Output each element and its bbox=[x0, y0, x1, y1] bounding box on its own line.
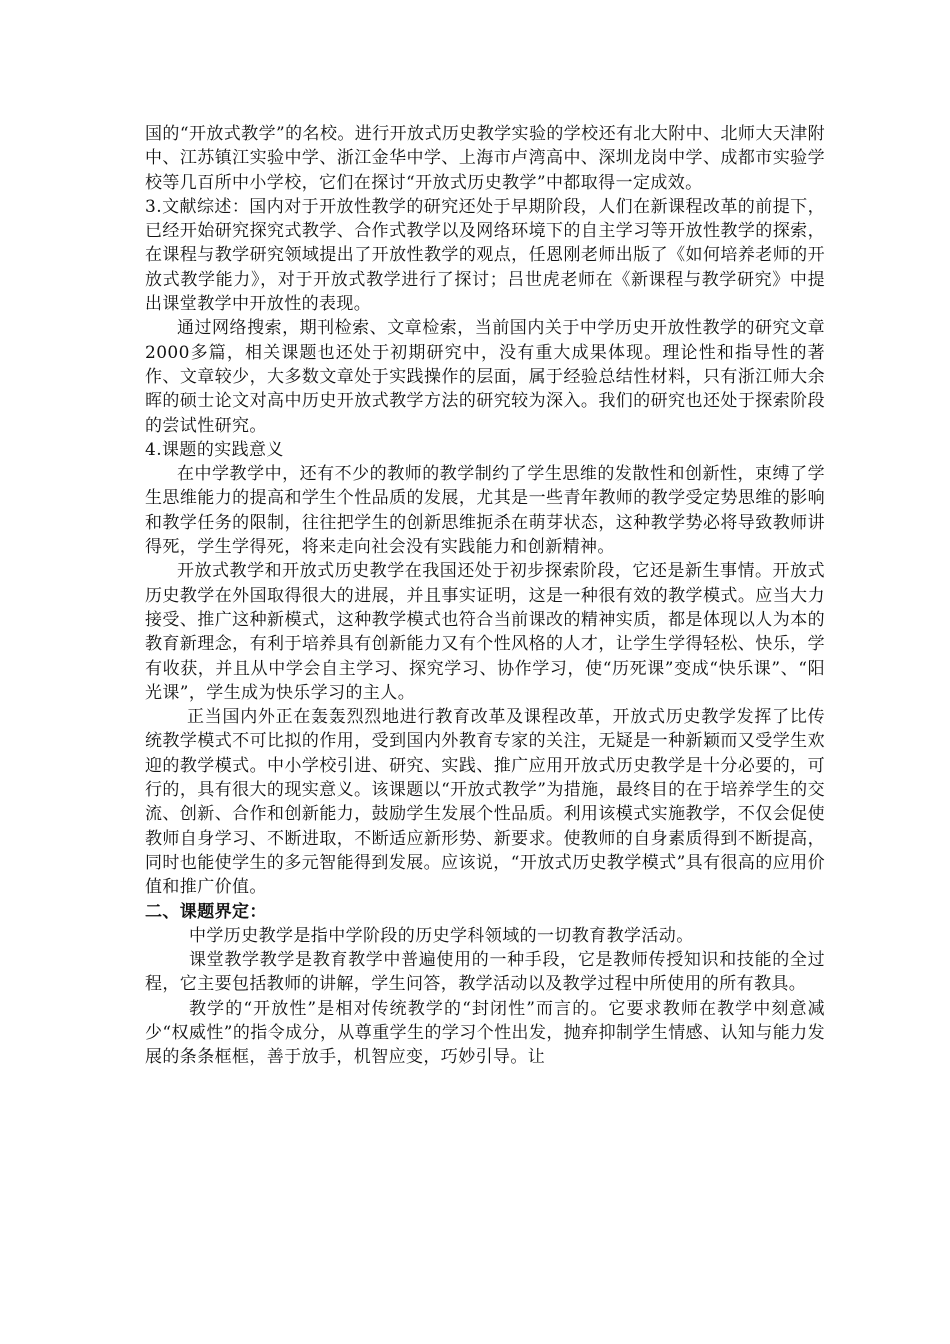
document-page bbox=[145, 122, 825, 1070]
section-heading-practical-significance: 4.课题的实践意义 bbox=[145, 439, 284, 460]
paragraph-open-teaching-value: 开放式教学和开放式历史教学在我国还处于初步探索阶段，它还是新生事情。开放式历史教学在外国取得很大的进展，并且事实证明，这是一种很有效的教学模式。应当大力接受、推广这种新模式，这种教学模式也符合当前课改的精神实质，都是体现以人为本的教育新理念，有利于培养具有创新能力又有个性风格的人才，让学生学得轻松、快乐，学有收获，并且从中学会自主学习、探究学习、协作学习，使“历死课”变成“快乐课”、“阳光课”，学生成为快乐学习的主人。 bbox=[145, 561, 825, 703]
paragraph-open-schools: 国的“开放式教学”的名校。进行开放式历史教学实验的学校还有北大附中、北师大天津附中、江苏镇江实验中学、浙江金华中学、上海市卢湾高中、深圳龙岗中学、成都市实验学校等几百所中小学校，它们在探讨“开放式历史教学”中都取得一定成效。 bbox=[145, 124, 825, 193]
paragraph-definition-classroom-teaching: 课堂教学教学是教育教学中普遍使用的一种手段，它是教师传授知识和技能的全过程，它主要包括教师的讲解，学生问答，教学活动以及教学过程中所使用的所有教具。 bbox=[145, 950, 825, 995]
paragraph-definition-openness: 教学的“开放性”是相对传统教学的“封闭性”而言的。它要求教师在教学中刻意减少“权威性”的指令成分，从尊重学生的学习个性出发，抛弃抑制学生情感、认知与能力发展的条条框框，善于放手，机智应变，巧妙引导。让 bbox=[145, 998, 825, 1068]
paragraph-reform-significance: 正当国内外正在轰轰烈烈地进行教育改革及课程改革，开放式历史教学发挥了比传统教学模式不可比拟的作用，受到国内外教育专家的关注，无疑是一种新颖而又受学生欢迎的教学模式。中小学校引进、研究、实践、推广应用开放式历史教学是十分必要的，可行的，具有很大的现实意义。该课题以“开放式教学”为措施，最终目的在于培养学生的交流、创新、合作和创新能力，鼓励学生发展个性品质。利用该模式实施教学，不仅会促使教师自身学习、不断进取，不断适应新形势、新要求。使教师的自身素质得到不断提高，同时也能使学生的多元智能得到发展。应该说，“开放式历史教学模式”具有很高的应用价值和推广价值。 bbox=[145, 707, 825, 898]
paragraph-definition-history-teaching: 中学历史教学是指中学阶段的历史学科领域的一切教育教学活动。 bbox=[189, 925, 694, 946]
paragraph-teaching-problems: 在中学教学中，还有不少的教师的教学制约了学生思维的发散性和创新性，束缚了学生思维能力的提高和学生个性品质的发展，尤其是一些青年教师的教学受定势思维的影响和教学任务的限制，往往把学生的创新思维扼杀在萌芽状态，这种教学势必将导致教师讲得死，学生学得死，将来走向社会没有实践能力和创新精神。 bbox=[145, 464, 825, 558]
paragraph-research-status: 通过网络搜索，期刊检索、文章检索，当前国内关于中学历史开放性教学的研究文章2000多篇，相关课题也还处于初期研究中，没有重大成果体现。理论性和指导性的著作、文章较少，大多数文章处于实践操作的层面，属于经验总结性材料，只有浙江师大余晖的硕士论文对高中历史开放式教学方法的研究较为深入。我们的研究也还处于探索阶段的尝试性研究。 bbox=[145, 318, 825, 436]
section-heading-topic-definition: 二、课题界定： bbox=[145, 901, 267, 922]
paragraph-literature-review: 3.文献综述：国内对于开放性教学的研究还处于早期阶段，人们在新课程改革的前提下，已经开始研究探究式教学、合作式教学以及网络环境下的自主学习等开放性教学的探索，在课程与教学研究领域提出了开放性教学的观点，任恩刚老师出版了《如何培养老师的开放式教学能力》，对于开放式教学进行了探讨；吕世虎老师在《新课程与教学研究》中提出课堂教学中开放性的表现。 bbox=[145, 196, 825, 315]
